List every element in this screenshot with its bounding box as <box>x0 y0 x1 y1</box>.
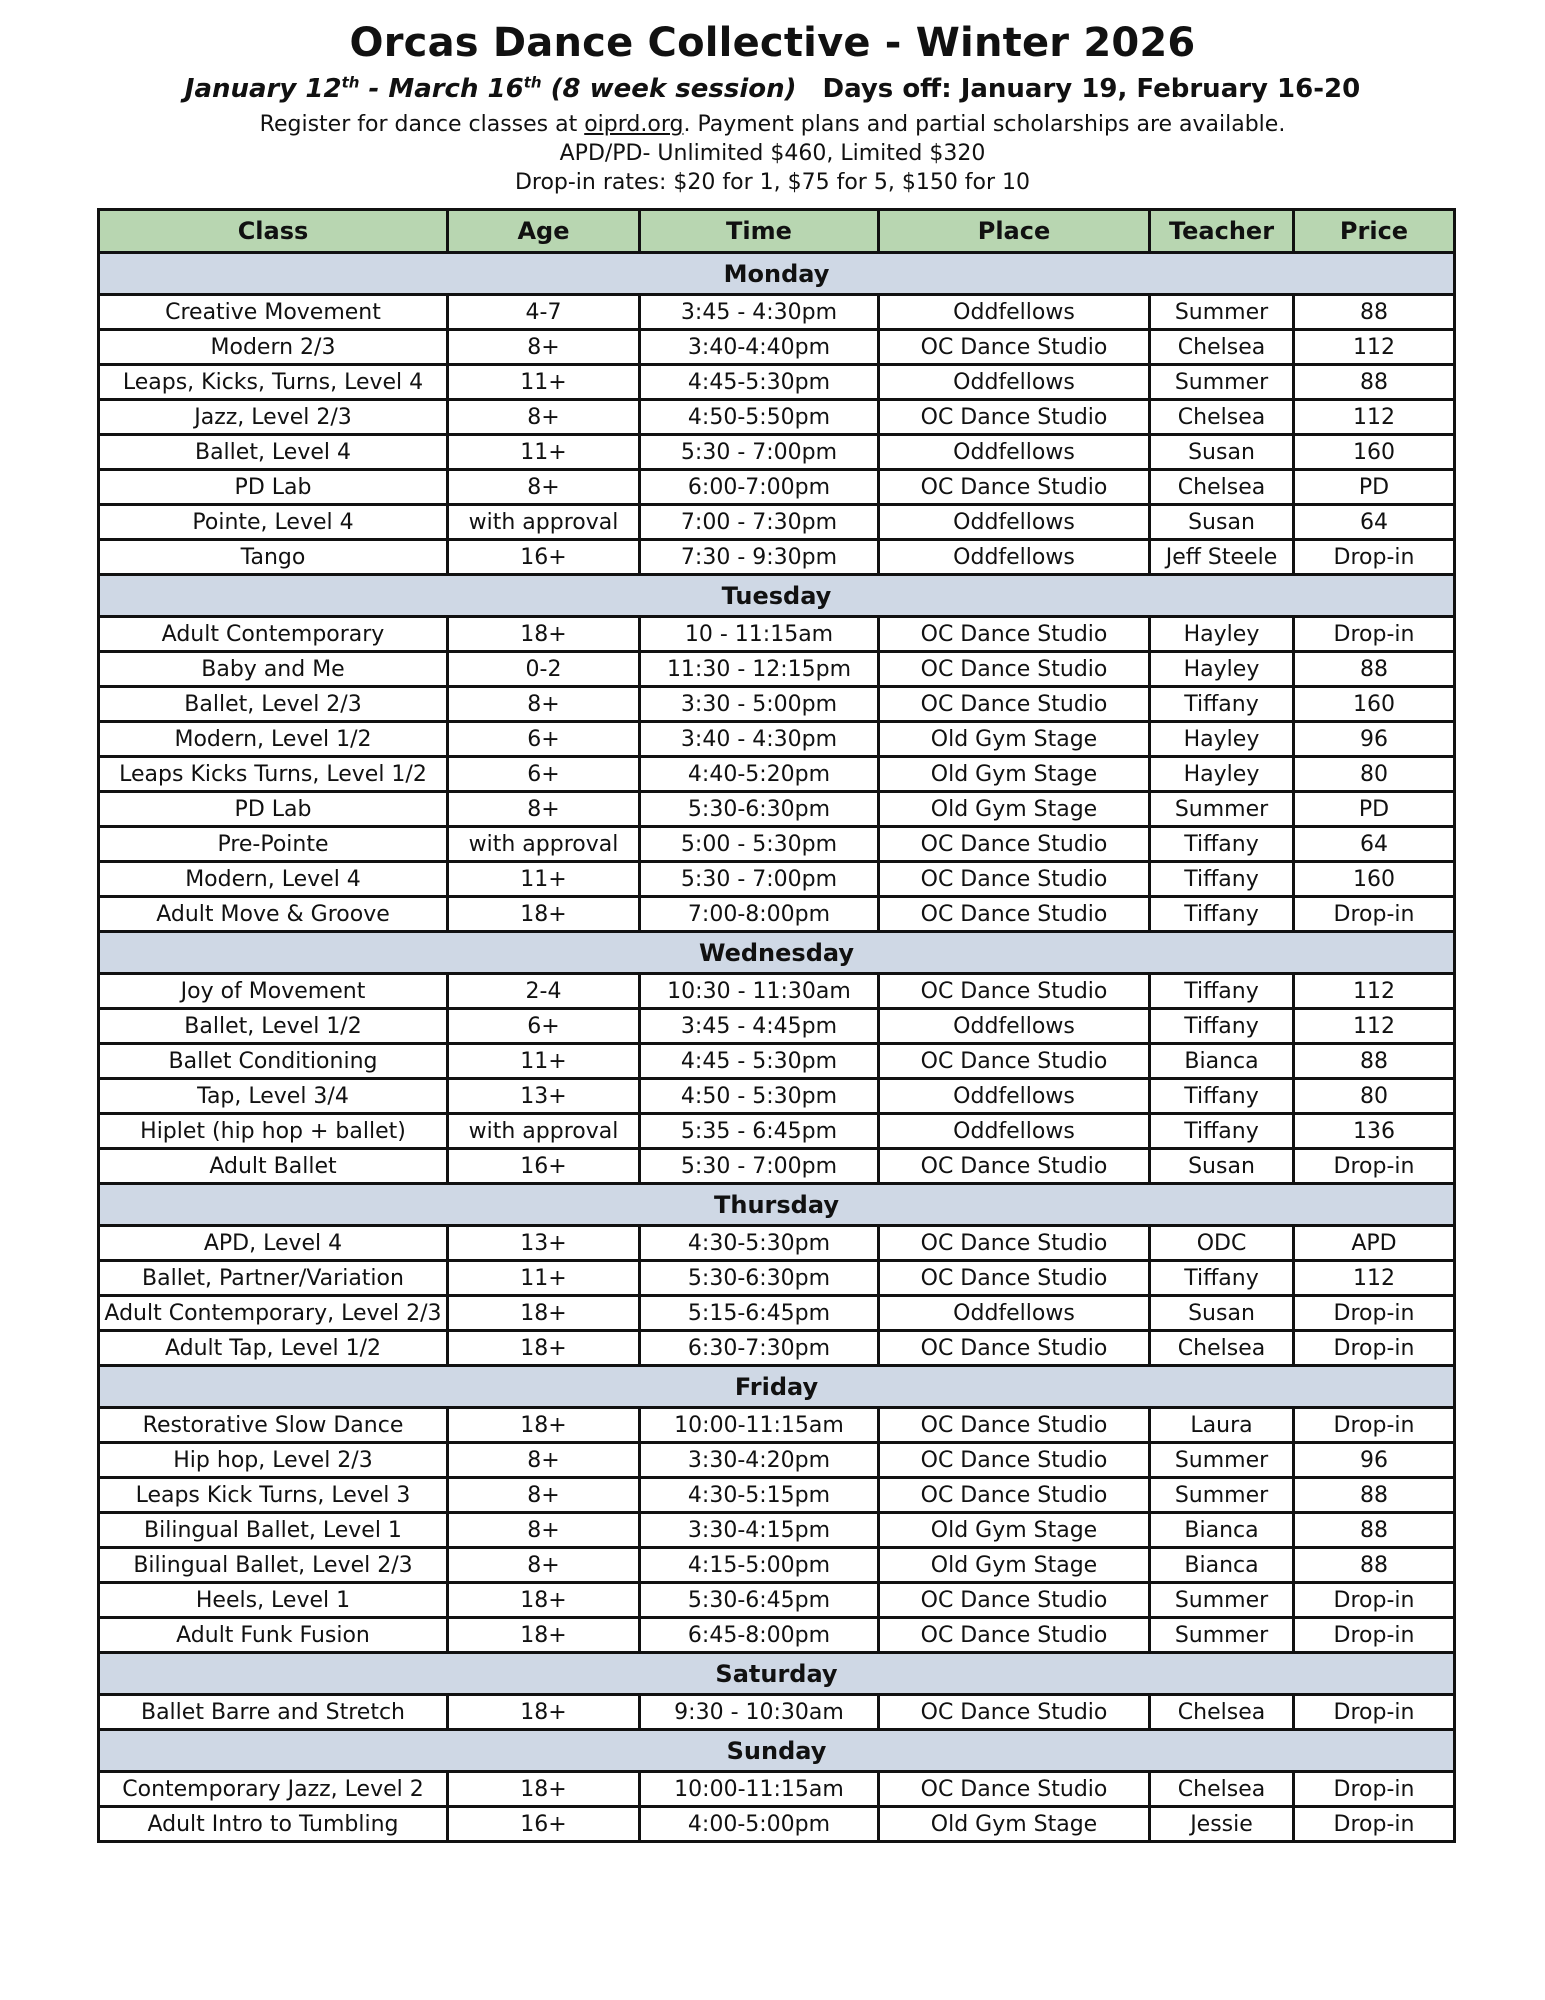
price-cell: 64 <box>1294 505 1455 540</box>
time-cell: 11:30 - 12:15pm <box>640 652 879 687</box>
register-suffix: . Payment plans and partial scholarships are available. <box>683 112 1286 137</box>
time-cell: 3:30-4:15pm <box>640 1513 879 1548</box>
time-cell: 5:30 - 7:00pm <box>640 1149 879 1184</box>
table-row <box>99 1772 1455 1807</box>
teacher-cell: Hayley <box>1150 757 1294 792</box>
class-cell: Adult Tap, Level 1/2 <box>99 1331 448 1366</box>
teacher-cell: ODC <box>1150 1226 1294 1261</box>
day-name: Wednesday <box>99 932 1455 974</box>
age-cell: 18+ <box>448 1772 640 1807</box>
price-cell: PD <box>1294 792 1455 827</box>
class-cell: Adult Contemporary <box>99 617 448 652</box>
place-cell: OC Dance Studio <box>879 330 1150 365</box>
age-cell: 16+ <box>448 1149 640 1184</box>
price-cell: PD <box>1294 470 1455 505</box>
age-cell: 13+ <box>448 1226 640 1261</box>
age-cell: 6+ <box>448 757 640 792</box>
table-row <box>99 1548 1455 1583</box>
place-cell: OC Dance Studio <box>879 1618 1150 1653</box>
class-cell: Ballet, Level 1/2 <box>99 1009 448 1044</box>
table-row <box>99 862 1455 897</box>
class-cell: Modern, Level 1/2 <box>99 722 448 757</box>
table-row <box>99 1807 1455 1842</box>
age-cell: 18+ <box>448 897 640 932</box>
schedule-table <box>97 208 1456 1843</box>
age-cell: 18+ <box>448 1331 640 1366</box>
schedule-body <box>99 253 1455 1842</box>
day-header-row <box>99 575 1455 617</box>
class-cell: APD, Level 4 <box>99 1226 448 1261</box>
place-cell: OC Dance Studio <box>879 1583 1150 1618</box>
price-cell: 88 <box>1294 1478 1455 1513</box>
time-cell: 3:30-4:20pm <box>640 1443 879 1478</box>
price-cell: Drop-in <box>1294 1296 1455 1331</box>
time-cell: 4:40-5:20pm <box>640 757 879 792</box>
age-cell: with approval <box>448 505 640 540</box>
place-cell: Oddfellows <box>879 540 1150 575</box>
time-cell: 4:00-5:00pm <box>640 1807 879 1842</box>
day-header-row <box>99 253 1455 295</box>
age-cell: 8+ <box>448 330 640 365</box>
time-cell: 6:00-7:00pm <box>640 470 879 505</box>
class-cell: Restorative Slow Dance <box>99 1408 448 1443</box>
class-cell: Leaps Kicks Turns, Level 1/2 <box>99 757 448 792</box>
session-length: (8 week session) <box>541 74 797 104</box>
place-cell: OC Dance Studio <box>879 1772 1150 1807</box>
teacher-cell: Tiffany <box>1150 974 1294 1009</box>
age-cell: 8+ <box>448 400 640 435</box>
column-header-price: Price <box>1294 210 1455 253</box>
price-cell: Drop-in <box>1294 1583 1455 1618</box>
place-cell: OC Dance Studio <box>879 652 1150 687</box>
place-cell: OC Dance Studio <box>879 1478 1150 1513</box>
teacher-cell: Chelsea <box>1150 330 1294 365</box>
table-row <box>99 722 1455 757</box>
teacher-cell: Chelsea <box>1150 400 1294 435</box>
table-row <box>99 827 1455 862</box>
teacher-cell: Chelsea <box>1150 470 1294 505</box>
age-cell: 18+ <box>448 1618 640 1653</box>
table-row <box>99 1261 1455 1296</box>
place-cell: Oddfellows <box>879 1079 1150 1114</box>
teacher-cell: Hayley <box>1150 617 1294 652</box>
age-cell: 4-7 <box>448 295 640 330</box>
place-cell: OC Dance Studio <box>879 974 1150 1009</box>
place-cell: Oddfellows <box>879 1009 1150 1044</box>
teacher-cell: Summer <box>1150 295 1294 330</box>
time-cell: 4:50-5:50pm <box>640 400 879 435</box>
teacher-cell: Tiffany <box>1150 827 1294 862</box>
end-date-suffix: th <box>523 73 542 92</box>
day-name: Sunday <box>99 1730 1455 1772</box>
class-cell: Bilingual Ballet, Level 2/3 <box>99 1548 448 1583</box>
table-row <box>99 897 1455 932</box>
class-cell: PD Lab <box>99 792 448 827</box>
place-cell: OC Dance Studio <box>879 1408 1150 1443</box>
age-cell: 16+ <box>448 1807 640 1842</box>
place-cell: OC Dance Studio <box>879 897 1150 932</box>
column-header-place: Place <box>879 210 1150 253</box>
class-cell: Hip hop, Level 2/3 <box>99 1443 448 1478</box>
teacher-cell: Bianca <box>1150 1513 1294 1548</box>
pricing-line: APD/PD- Unlimited $460, Limited $320 <box>559 141 986 166</box>
table-row <box>99 652 1455 687</box>
teacher-cell: Laura <box>1150 1408 1294 1443</box>
table-row <box>99 1443 1455 1478</box>
teacher-cell: Bianca <box>1150 1548 1294 1583</box>
register-line <box>0 112 1545 137</box>
time-cell: 5:30-6:30pm <box>640 1261 879 1296</box>
table-row <box>99 757 1455 792</box>
day-header-row <box>99 1184 1455 1226</box>
day-name: Monday <box>99 253 1455 295</box>
price-cell: Drop-in <box>1294 540 1455 575</box>
price-cell: Drop-in <box>1294 1618 1455 1653</box>
day-header-row <box>99 1366 1455 1408</box>
class-cell: Adult Intro to Tumbling <box>99 1807 448 1842</box>
column-header-age: Age <box>448 210 640 253</box>
teacher-cell: Tiffany <box>1150 897 1294 932</box>
age-cell: 8+ <box>448 687 640 722</box>
age-cell: 8+ <box>448 470 640 505</box>
price-cell: 80 <box>1294 757 1455 792</box>
teacher-cell: Summer <box>1150 365 1294 400</box>
time-cell: 10:30 - 11:30am <box>640 974 879 1009</box>
time-cell: 6:30-7:30pm <box>640 1331 879 1366</box>
class-cell: Ballet Barre and Stretch <box>99 1695 448 1730</box>
teacher-cell: Chelsea <box>1150 1772 1294 1807</box>
teacher-cell: Chelsea <box>1150 1331 1294 1366</box>
teacher-cell: Jeff Steele <box>1150 540 1294 575</box>
class-cell: Adult Move & Groove <box>99 897 448 932</box>
age-cell: 8+ <box>448 1443 640 1478</box>
end-date: - March 16 <box>359 74 524 104</box>
place-cell: OC Dance Studio <box>879 1443 1150 1478</box>
teacher-cell: Summer <box>1150 1443 1294 1478</box>
table-row <box>99 435 1455 470</box>
day-name: Friday <box>99 1366 1455 1408</box>
teacher-cell: Summer <box>1150 1478 1294 1513</box>
age-cell: 16+ <box>448 540 640 575</box>
table-row <box>99 974 1455 1009</box>
place-cell: Old Gym Stage <box>879 1513 1150 1548</box>
place-cell: Old Gym Stage <box>879 792 1150 827</box>
place-cell: Old Gym Stage <box>879 1548 1150 1583</box>
class-cell: Contemporary Jazz, Level 2 <box>99 1772 448 1807</box>
teacher-cell: Susan <box>1150 505 1294 540</box>
age-cell: 8+ <box>448 1513 640 1548</box>
price-cell: 88 <box>1294 1044 1455 1079</box>
place-cell: OC Dance Studio <box>879 1226 1150 1261</box>
price-cell: 96 <box>1294 722 1455 757</box>
age-cell: 13+ <box>448 1079 640 1114</box>
time-cell: 3:30 - 5:00pm <box>640 687 879 722</box>
price-cell: 160 <box>1294 862 1455 897</box>
teacher-cell: Tiffany <box>1150 1009 1294 1044</box>
table-row <box>99 1513 1455 1548</box>
price-cell: APD <box>1294 1226 1455 1261</box>
age-cell: 18+ <box>448 1296 640 1331</box>
teacher-cell: Tiffany <box>1150 1261 1294 1296</box>
place-cell: OC Dance Studio <box>879 827 1150 862</box>
price-cell: 112 <box>1294 1261 1455 1296</box>
place-cell: OC Dance Studio <box>879 400 1150 435</box>
table-row <box>99 1226 1455 1261</box>
age-cell: 18+ <box>448 1583 640 1618</box>
place-cell: OC Dance Studio <box>879 687 1150 722</box>
table-row <box>99 1331 1455 1366</box>
day-header-row <box>99 932 1455 974</box>
table-row <box>99 1009 1455 1044</box>
session-dates <box>185 74 797 104</box>
place-cell: OC Dance Studio <box>879 617 1150 652</box>
day-name: Saturday <box>99 1653 1455 1695</box>
price-cell: 96 <box>1294 1443 1455 1478</box>
price-cell: Drop-in <box>1294 897 1455 932</box>
teacher-cell: Susan <box>1150 1296 1294 1331</box>
teacher-cell: Susan <box>1150 1149 1294 1184</box>
age-cell: 6+ <box>448 1009 640 1044</box>
column-header-row <box>99 210 1455 253</box>
place-cell: OC Dance Studio <box>879 1149 1150 1184</box>
table-row <box>99 1408 1455 1443</box>
time-cell: 3:45 - 4:45pm <box>640 1009 879 1044</box>
teacher-cell: Tiffany <box>1150 1114 1294 1149</box>
price-cell: 88 <box>1294 1548 1455 1583</box>
teacher-cell: Summer <box>1150 1583 1294 1618</box>
place-cell: Old Gym Stage <box>879 757 1150 792</box>
age-cell: 2-4 <box>448 974 640 1009</box>
age-cell: 0-2 <box>448 652 640 687</box>
table-row <box>99 1079 1455 1114</box>
class-cell: Hiplet (hip hop + ballet) <box>99 1114 448 1149</box>
table-row <box>99 470 1455 505</box>
price-cell: Drop-in <box>1294 617 1455 652</box>
table-row <box>99 1296 1455 1331</box>
class-cell: Leaps Kick Turns, Level 3 <box>99 1478 448 1513</box>
age-cell: 8+ <box>448 792 640 827</box>
time-cell: 7:00-8:00pm <box>640 897 879 932</box>
teacher-cell: Susan <box>1150 435 1294 470</box>
price-cell: 88 <box>1294 295 1455 330</box>
day-header-row <box>99 1653 1455 1695</box>
teacher-cell: Jessie <box>1150 1807 1294 1842</box>
class-cell: Heels, Level 1 <box>99 1583 448 1618</box>
price-cell: Drop-in <box>1294 1149 1455 1184</box>
time-cell: 3:40 - 4:30pm <box>640 722 879 757</box>
age-cell: 18+ <box>448 1408 640 1443</box>
age-cell: 11+ <box>448 1044 640 1079</box>
teacher-cell: Summer <box>1150 792 1294 827</box>
teacher-cell: Tiffany <box>1150 687 1294 722</box>
place-cell: OC Dance Studio <box>879 1261 1150 1296</box>
place-cell: OC Dance Studio <box>879 1695 1150 1730</box>
teacher-cell: Bianca <box>1150 1044 1294 1079</box>
price-cell: Drop-in <box>1294 1807 1455 1842</box>
price-cell: 88 <box>1294 652 1455 687</box>
price-cell: Drop-in <box>1294 1695 1455 1730</box>
table-row <box>99 330 1455 365</box>
price-cell: 160 <box>1294 687 1455 722</box>
time-cell: 10:00-11:15am <box>640 1408 879 1443</box>
time-cell: 3:40-4:40pm <box>640 330 879 365</box>
teacher-cell: Hayley <box>1150 652 1294 687</box>
price-cell: 88 <box>1294 365 1455 400</box>
age-cell: with approval <box>448 827 640 862</box>
time-cell: 3:45 - 4:30pm <box>640 295 879 330</box>
time-cell: 5:00 - 5:30pm <box>640 827 879 862</box>
place-cell: Oddfellows <box>879 365 1150 400</box>
place-cell: Old Gym Stage <box>879 1807 1150 1842</box>
table-row <box>99 1149 1455 1184</box>
table-row <box>99 400 1455 435</box>
start-date: January 12 <box>184 74 342 104</box>
day-name: Thursday <box>99 1184 1455 1226</box>
teacher-cell: Tiffany <box>1150 1079 1294 1114</box>
price-cell: 112 <box>1294 1009 1455 1044</box>
class-cell: Baby and Me <box>99 652 448 687</box>
time-cell: 10:00-11:15am <box>640 1772 879 1807</box>
place-cell: Oddfellows <box>879 1296 1150 1331</box>
register-link[interactable]: oiprd.org <box>584 112 684 137</box>
table-row <box>99 1583 1455 1618</box>
table-row <box>99 1478 1455 1513</box>
time-cell: 5:30 - 7:00pm <box>640 435 879 470</box>
day-name: Tuesday <box>99 575 1455 617</box>
price-cell: Drop-in <box>1294 1331 1455 1366</box>
time-cell: 4:15-5:00pm <box>640 1548 879 1583</box>
class-cell: Adult Ballet <box>99 1149 448 1184</box>
time-cell: 5:30 - 7:00pm <box>640 862 879 897</box>
class-cell: Ballet, Level 2/3 <box>99 687 448 722</box>
teacher-cell: Summer <box>1150 1618 1294 1653</box>
class-cell: Modern, Level 4 <box>99 862 448 897</box>
time-cell: 5:35 - 6:45pm <box>640 1114 879 1149</box>
days-off: Days off: January 19, February 16-20 <box>822 74 1361 104</box>
session-dates-line <box>0 74 1545 104</box>
price-cell: 136 <box>1294 1114 1455 1149</box>
class-cell: Ballet, Level 4 <box>99 435 448 470</box>
time-cell: 4:50 - 5:30pm <box>640 1079 879 1114</box>
price-cell: 112 <box>1294 400 1455 435</box>
class-cell: PD Lab <box>99 470 448 505</box>
place-cell: OC Dance Studio <box>879 1044 1150 1079</box>
age-cell: 11+ <box>448 862 640 897</box>
table-row <box>99 365 1455 400</box>
price-cell: 88 <box>1294 1513 1455 1548</box>
place-cell: OC Dance Studio <box>879 862 1150 897</box>
table-row <box>99 295 1455 330</box>
time-cell: 5:30-6:45pm <box>640 1583 879 1618</box>
time-cell: 9:30 - 10:30am <box>640 1695 879 1730</box>
class-cell: Adult Contemporary, Level 2/3 <box>99 1296 448 1331</box>
place-cell: Oddfellows <box>879 505 1150 540</box>
price-cell: 112 <box>1294 330 1455 365</box>
column-header-time: Time <box>640 210 879 253</box>
start-date-suffix: th <box>341 73 360 92</box>
class-cell: Joy of Movement <box>99 974 448 1009</box>
time-cell: 4:45 - 5:30pm <box>640 1044 879 1079</box>
time-cell: 4:30-5:15pm <box>640 1478 879 1513</box>
place-cell: Oddfellows <box>879 295 1150 330</box>
class-cell: Ballet, Partner/Variation <box>99 1261 448 1296</box>
teacher-cell: Hayley <box>1150 722 1294 757</box>
class-cell: Bilingual Ballet, Level 1 <box>99 1513 448 1548</box>
class-cell: Pointe, Level 4 <box>99 505 448 540</box>
age-cell: 18+ <box>448 1695 640 1730</box>
class-cell: Jazz, Level 2/3 <box>99 400 448 435</box>
table-row <box>99 1044 1455 1079</box>
column-header-teacher: Teacher <box>1150 210 1294 253</box>
day-header-row <box>99 1730 1455 1772</box>
age-cell: 8+ <box>448 1548 640 1583</box>
price-cell: 112 <box>1294 974 1455 1009</box>
class-cell: Pre-Pointe <box>99 827 448 862</box>
teacher-cell: Tiffany <box>1150 862 1294 897</box>
register-prefix: Register for dance classes at <box>259 112 585 137</box>
table-row <box>99 540 1455 575</box>
place-cell: OC Dance Studio <box>879 1331 1150 1366</box>
age-cell: 11+ <box>448 435 640 470</box>
price-cell: 64 <box>1294 827 1455 862</box>
price-cell: 160 <box>1294 435 1455 470</box>
table-row <box>99 1114 1455 1149</box>
age-cell: with approval <box>448 1114 640 1149</box>
time-cell: 4:45-5:30pm <box>640 365 879 400</box>
time-cell: 6:45-8:00pm <box>640 1618 879 1653</box>
column-header-class: Class <box>99 210 448 253</box>
age-cell: 8+ <box>448 1478 640 1513</box>
age-cell: 6+ <box>448 722 640 757</box>
time-cell: 5:30-6:30pm <box>640 792 879 827</box>
class-cell: Ballet Conditioning <box>99 1044 448 1079</box>
table-row <box>99 617 1455 652</box>
price-cell: Drop-in <box>1294 1408 1455 1443</box>
dropin-line: Drop-in rates: $20 for 1, $75 for 5, $150 for 10 <box>514 170 1031 195</box>
place-cell: Old Gym Stage <box>879 722 1150 757</box>
class-cell: Tap, Level 3/4 <box>99 1079 448 1114</box>
teacher-cell: Chelsea <box>1150 1695 1294 1730</box>
place-cell: Oddfellows <box>879 435 1150 470</box>
table-row <box>99 792 1455 827</box>
age-cell: 18+ <box>448 617 640 652</box>
price-cell: Drop-in <box>1294 1772 1455 1807</box>
place-cell: OC Dance Studio <box>879 470 1150 505</box>
time-cell: 7:00 - 7:30pm <box>640 505 879 540</box>
table-row <box>99 687 1455 722</box>
time-cell: 7:30 - 9:30pm <box>640 540 879 575</box>
class-cell: Modern 2/3 <box>99 330 448 365</box>
price-cell: 80 <box>1294 1079 1455 1114</box>
age-cell: 11+ <box>448 365 640 400</box>
table-row <box>99 1618 1455 1653</box>
class-cell: Leaps, Kicks, Turns, Level 4 <box>99 365 448 400</box>
time-cell: 10 - 11:15am <box>640 617 879 652</box>
table-row <box>99 1695 1455 1730</box>
table-row <box>99 505 1455 540</box>
age-cell: 11+ <box>448 1261 640 1296</box>
place-cell: Oddfellows <box>879 1114 1150 1149</box>
class-cell: Tango <box>99 540 448 575</box>
class-cell: Adult Funk Fusion <box>99 1618 448 1653</box>
time-cell: 5:15-6:45pm <box>640 1296 879 1331</box>
class-cell: Creative Movement <box>99 295 448 330</box>
page-title: Orcas Dance Collective - Winter 2026 <box>349 20 1196 66</box>
time-cell: 4:30-5:30pm <box>640 1226 879 1261</box>
